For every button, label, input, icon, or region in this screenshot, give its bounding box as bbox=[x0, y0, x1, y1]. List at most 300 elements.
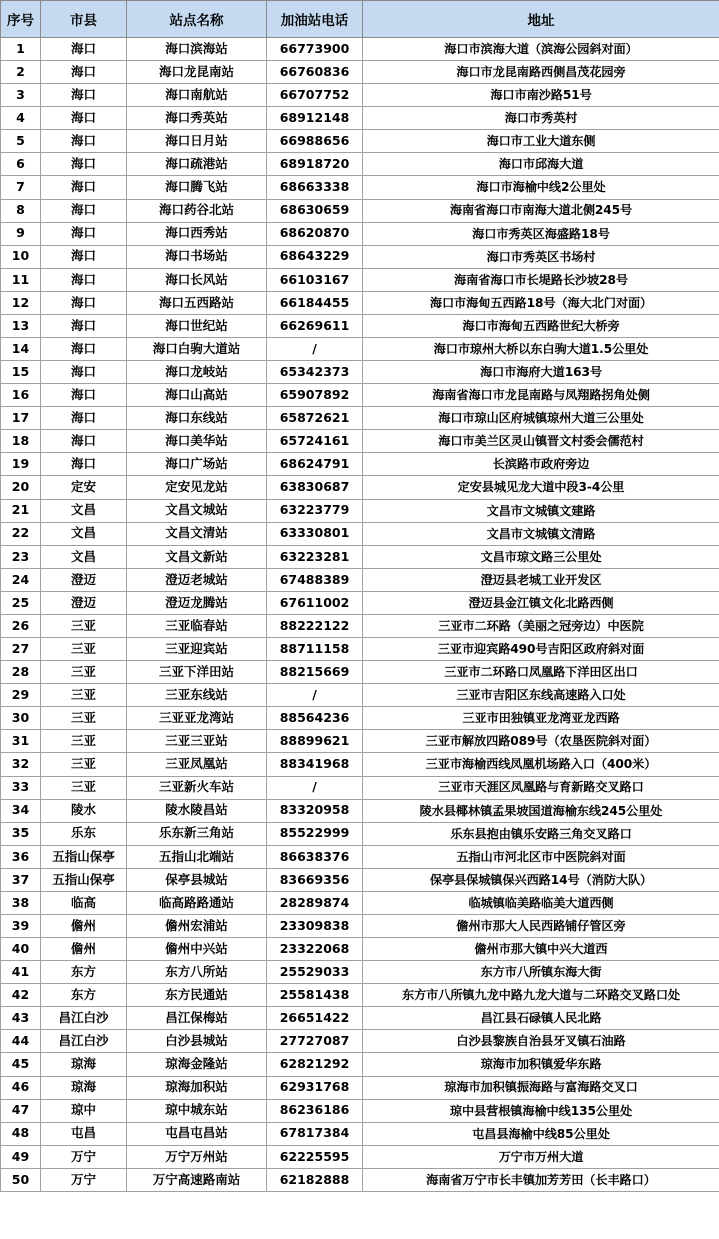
table-row bbox=[1, 845, 719, 868]
table-row bbox=[1, 361, 719, 384]
row-phone: 66707752 bbox=[267, 84, 363, 107]
row-index: 7 bbox=[1, 176, 41, 199]
row-index: 4 bbox=[1, 107, 41, 130]
row-address: 乐东县抱由镇乐安路三角交叉路口 bbox=[363, 822, 719, 845]
row-index: 24 bbox=[1, 568, 41, 591]
row-station-name: 海口白驹大道站 bbox=[127, 338, 267, 361]
row-phone: 63330801 bbox=[267, 522, 363, 545]
row-station-name: 海口龙昆南站 bbox=[127, 61, 267, 84]
row-index: 17 bbox=[1, 407, 41, 430]
row-address: 五指山市河北区市中医院斜对面 bbox=[363, 845, 719, 868]
row-station-name: 海口五西路站 bbox=[127, 291, 267, 314]
row-index: 28 bbox=[1, 661, 41, 684]
row-phone: 66773900 bbox=[267, 38, 363, 61]
row-address: 澄迈县金江镇文化北路西侧 bbox=[363, 591, 719, 614]
table-row bbox=[1, 868, 719, 891]
table-row bbox=[1, 961, 719, 984]
table-row bbox=[1, 1145, 719, 1168]
row-station-name: 屯昌屯昌站 bbox=[127, 1122, 267, 1145]
row-index: 12 bbox=[1, 291, 41, 314]
row-index: 1 bbox=[1, 38, 41, 61]
row-index: 47 bbox=[1, 1099, 41, 1122]
row-address: 琼中县营根镇海榆中线135公里处 bbox=[363, 1099, 719, 1122]
row-address: 三亚市二环路（美丽之冠旁边）中医院 bbox=[363, 614, 719, 637]
row-index: 29 bbox=[1, 684, 41, 707]
row-city: 海口 bbox=[41, 338, 127, 361]
row-station-name: 陵水陵昌站 bbox=[127, 799, 267, 822]
row-city: 三亚 bbox=[41, 707, 127, 730]
row-city: 海口 bbox=[41, 245, 127, 268]
table-row bbox=[1, 661, 719, 684]
row-phone: 66269611 bbox=[267, 314, 363, 337]
table-row bbox=[1, 1168, 719, 1191]
row-city: 海口 bbox=[41, 291, 127, 314]
row-index: 41 bbox=[1, 961, 41, 984]
row-address: 文昌市琼文路三公里处 bbox=[363, 545, 719, 568]
row-address: 海南省海口市龙昆南路与凤翔路拐角处侧 bbox=[363, 384, 719, 407]
row-station-name: 海口秀英站 bbox=[127, 107, 267, 130]
row-address: 保亭县保城镇保兴西路14号（消防大队） bbox=[363, 868, 719, 891]
row-city: 海口 bbox=[41, 84, 127, 107]
row-index: 19 bbox=[1, 453, 41, 476]
row-phone: 65907892 bbox=[267, 384, 363, 407]
row-address: 澄迈县老城工业开发区 bbox=[363, 568, 719, 591]
row-city: 澄迈 bbox=[41, 591, 127, 614]
table-row bbox=[1, 938, 719, 961]
row-station-name: 三亚临春站 bbox=[127, 614, 267, 637]
row-address: 屯昌县海榆中线85公里处 bbox=[363, 1122, 719, 1145]
row-city: 琼中 bbox=[41, 1099, 127, 1122]
row-station-name: 万宁高速路南站 bbox=[127, 1168, 267, 1191]
table-row bbox=[1, 476, 719, 499]
row-address: 昌江县石碌镇人民北路 bbox=[363, 1007, 719, 1030]
row-index: 34 bbox=[1, 799, 41, 822]
row-address: 白沙县黎族自治县牙叉镇石油路 bbox=[363, 1030, 719, 1053]
row-city: 文昌 bbox=[41, 499, 127, 522]
row-phone: 86236186 bbox=[267, 1099, 363, 1122]
row-station-name: 万宁万州站 bbox=[127, 1145, 267, 1168]
row-phone: 26651422 bbox=[267, 1007, 363, 1030]
row-address: 海口市琼州大桥以东白驹大道1.5公里处 bbox=[363, 338, 719, 361]
row-index: 37 bbox=[1, 868, 41, 891]
row-address: 临城镇临美路临美大道西侧 bbox=[363, 891, 719, 914]
row-city: 儋州 bbox=[41, 938, 127, 961]
row-address: 海口市海甸五西路18号（海大北门对面） bbox=[363, 291, 719, 314]
table-row bbox=[1, 753, 719, 776]
header-city: 市县 bbox=[41, 1, 127, 38]
row-address: 海口市秀英区海盛路18号 bbox=[363, 222, 719, 245]
row-index: 43 bbox=[1, 1007, 41, 1030]
row-address: 三亚市迎宾路490号吉阳区政府斜对面 bbox=[363, 638, 719, 661]
row-city: 海口 bbox=[41, 407, 127, 430]
row-phone: / bbox=[267, 338, 363, 361]
row-index: 20 bbox=[1, 476, 41, 499]
row-phone: 88711158 bbox=[267, 638, 363, 661]
row-address: 海口市龙昆南路西侧昌茂花园旁 bbox=[363, 61, 719, 84]
row-city: 琼海 bbox=[41, 1076, 127, 1099]
table-row bbox=[1, 245, 719, 268]
row-station-name: 海口疏港站 bbox=[127, 153, 267, 176]
row-phone: 88222122 bbox=[267, 614, 363, 637]
table-row bbox=[1, 453, 719, 476]
row-city: 五指山保亭 bbox=[41, 845, 127, 868]
table-row bbox=[1, 338, 719, 361]
table-row bbox=[1, 730, 719, 753]
row-address: 海口市海府大道163号 bbox=[363, 361, 719, 384]
table-row bbox=[1, 638, 719, 661]
row-index: 8 bbox=[1, 199, 41, 222]
row-station-name: 海口西秀站 bbox=[127, 222, 267, 245]
row-index: 25 bbox=[1, 591, 41, 614]
row-city: 海口 bbox=[41, 38, 127, 61]
row-phone: 67611002 bbox=[267, 591, 363, 614]
row-address: 海口市海榆中线2公里处 bbox=[363, 176, 719, 199]
row-city: 定安 bbox=[41, 476, 127, 499]
row-station-name: 海口南航站 bbox=[127, 84, 267, 107]
row-index: 21 bbox=[1, 499, 41, 522]
row-address: 文昌市文城镇文建路 bbox=[363, 499, 719, 522]
row-phone: 28289874 bbox=[267, 891, 363, 914]
row-address: 陵水县椰林镇孟果坡国道海榆东线245公里处 bbox=[363, 799, 719, 822]
row-address: 东方市八所镇东海大街 bbox=[363, 961, 719, 984]
row-phone: 83669356 bbox=[267, 868, 363, 891]
row-address: 海南省海口市南海大道北侧245号 bbox=[363, 199, 719, 222]
row-phone: 86638376 bbox=[267, 845, 363, 868]
row-address: 海口市南沙路51号 bbox=[363, 84, 719, 107]
table-row bbox=[1, 822, 719, 845]
row-city: 三亚 bbox=[41, 661, 127, 684]
row-station-name: 三亚下洋田站 bbox=[127, 661, 267, 684]
table-row bbox=[1, 107, 719, 130]
row-index: 11 bbox=[1, 268, 41, 291]
row-address: 三亚市解放四路089号（农垦医院斜对面） bbox=[363, 730, 719, 753]
header-phone: 加油站电话 bbox=[267, 1, 363, 38]
row-phone: 62821292 bbox=[267, 1053, 363, 1076]
row-phone: 68630659 bbox=[267, 199, 363, 222]
row-city: 昌江白沙 bbox=[41, 1007, 127, 1030]
table-row bbox=[1, 430, 719, 453]
row-address: 定安县城见龙大道中段3-4公里 bbox=[363, 476, 719, 499]
row-index: 26 bbox=[1, 614, 41, 637]
row-index: 49 bbox=[1, 1145, 41, 1168]
row-index: 44 bbox=[1, 1030, 41, 1053]
header-index: 序号 bbox=[1, 1, 41, 38]
row-address: 三亚市天涯区凤凰路与育新路交叉路口 bbox=[363, 776, 719, 799]
row-station-name: 三亚三亚站 bbox=[127, 730, 267, 753]
row-phone: 83320958 bbox=[267, 799, 363, 822]
row-phone: 68663338 bbox=[267, 176, 363, 199]
row-station-name: 海口世纪站 bbox=[127, 314, 267, 337]
row-city: 海口 bbox=[41, 314, 127, 337]
row-address: 海口市秀英区书场村 bbox=[363, 245, 719, 268]
table-row bbox=[1, 984, 719, 1007]
row-phone: 23309838 bbox=[267, 914, 363, 937]
row-index: 31 bbox=[1, 730, 41, 753]
row-phone: 62931768 bbox=[267, 1076, 363, 1099]
table-row bbox=[1, 776, 719, 799]
row-city: 三亚 bbox=[41, 614, 127, 637]
row-index: 22 bbox=[1, 522, 41, 545]
row-phone: 85522999 bbox=[267, 822, 363, 845]
table-row bbox=[1, 1122, 719, 1145]
row-station-name: 乐东新三角站 bbox=[127, 822, 267, 845]
row-phone: 66760836 bbox=[267, 61, 363, 84]
row-station-name: 琼海金隆站 bbox=[127, 1053, 267, 1076]
row-index: 40 bbox=[1, 938, 41, 961]
row-station-name: 三亚凤凰站 bbox=[127, 753, 267, 776]
row-address: 海口市滨海大道（滨海公园斜对面） bbox=[363, 38, 719, 61]
row-phone: 65342373 bbox=[267, 361, 363, 384]
table-row bbox=[1, 61, 719, 84]
table-row bbox=[1, 153, 719, 176]
row-phone: 63830687 bbox=[267, 476, 363, 499]
header-row bbox=[1, 1, 719, 38]
row-station-name: 文昌文清站 bbox=[127, 522, 267, 545]
row-phone: 68643229 bbox=[267, 245, 363, 268]
row-station-name: 儋州宏浦站 bbox=[127, 914, 267, 937]
table-row bbox=[1, 499, 719, 522]
row-phone: 66184455 bbox=[267, 291, 363, 314]
row-phone: 68624791 bbox=[267, 453, 363, 476]
row-city: 三亚 bbox=[41, 753, 127, 776]
row-index: 32 bbox=[1, 753, 41, 776]
row-index: 36 bbox=[1, 845, 41, 868]
table-row bbox=[1, 591, 719, 614]
row-station-name: 海口书场站 bbox=[127, 245, 267, 268]
row-address: 海口市美兰区灵山镇晋文村委会儒范村 bbox=[363, 430, 719, 453]
table-row bbox=[1, 199, 719, 222]
row-phone: 25529033 bbox=[267, 961, 363, 984]
row-index: 6 bbox=[1, 153, 41, 176]
row-station-name: 临高路路通站 bbox=[127, 891, 267, 914]
row-station-name: 保亭县城站 bbox=[127, 868, 267, 891]
row-address: 三亚市田独镇亚龙湾亚龙西路 bbox=[363, 707, 719, 730]
table-row bbox=[1, 1030, 719, 1053]
row-station-name: 海口龙岐站 bbox=[127, 361, 267, 384]
row-city: 海口 bbox=[41, 176, 127, 199]
row-address: 海口市秀英村 bbox=[363, 107, 719, 130]
header-address: 地址 bbox=[363, 1, 719, 38]
row-station-name: 昌江保梅站 bbox=[127, 1007, 267, 1030]
row-index: 9 bbox=[1, 222, 41, 245]
row-address: 万宁市万州大道 bbox=[363, 1145, 719, 1168]
row-address: 长滨路市政府旁边 bbox=[363, 453, 719, 476]
table-row bbox=[1, 222, 719, 245]
row-station-name: 文昌文新站 bbox=[127, 545, 267, 568]
row-phone: 63223779 bbox=[267, 499, 363, 522]
row-station-name: 海口山高站 bbox=[127, 384, 267, 407]
row-index: 18 bbox=[1, 430, 41, 453]
row-phone: 23322068 bbox=[267, 938, 363, 961]
row-phone: 68620870 bbox=[267, 222, 363, 245]
row-address: 琼海市加积镇振海路与富海路交叉口 bbox=[363, 1076, 719, 1099]
row-city: 海口 bbox=[41, 222, 127, 245]
row-phone: 68912148 bbox=[267, 107, 363, 130]
row-phone: 62225595 bbox=[267, 1145, 363, 1168]
row-station-name: 琼中城东站 bbox=[127, 1099, 267, 1122]
row-index: 15 bbox=[1, 361, 41, 384]
row-city: 海口 bbox=[41, 107, 127, 130]
row-address: 海口市海甸五西路世纪大桥旁 bbox=[363, 314, 719, 337]
table-row bbox=[1, 891, 719, 914]
row-phone: 66103167 bbox=[267, 268, 363, 291]
row-city: 海口 bbox=[41, 361, 127, 384]
row-station-name: 文昌文城站 bbox=[127, 499, 267, 522]
row-index: 48 bbox=[1, 1122, 41, 1145]
row-station-name: 海口长风站 bbox=[127, 268, 267, 291]
header-station-name: 站点名称 bbox=[127, 1, 267, 38]
row-address: 三亚市海榆西线凤凰机场路入口（400米） bbox=[363, 753, 719, 776]
row-phone: 88564236 bbox=[267, 707, 363, 730]
row-city: 临高 bbox=[41, 891, 127, 914]
row-station-name: 海口滨海站 bbox=[127, 38, 267, 61]
row-address: 三亚市吉阳区东线高速路入口处 bbox=[363, 684, 719, 707]
row-phone: 63223281 bbox=[267, 545, 363, 568]
row-city: 文昌 bbox=[41, 522, 127, 545]
row-phone: 27727087 bbox=[267, 1030, 363, 1053]
row-station-name: 白沙县城站 bbox=[127, 1030, 267, 1053]
row-city: 五指山保亭 bbox=[41, 868, 127, 891]
row-city: 万宁 bbox=[41, 1145, 127, 1168]
row-city: 陵水 bbox=[41, 799, 127, 822]
row-phone: 62182888 bbox=[267, 1168, 363, 1191]
row-station-name: 东方民通站 bbox=[127, 984, 267, 1007]
row-address: 三亚市二环路口凤凰路下洋田区出口 bbox=[363, 661, 719, 684]
row-phone: 88215669 bbox=[267, 661, 363, 684]
table-row bbox=[1, 1007, 719, 1030]
table-row bbox=[1, 84, 719, 107]
row-index: 14 bbox=[1, 338, 41, 361]
row-city: 海口 bbox=[41, 268, 127, 291]
row-index: 13 bbox=[1, 314, 41, 337]
row-city: 海口 bbox=[41, 130, 127, 153]
table-row bbox=[1, 291, 719, 314]
row-phone: 68918720 bbox=[267, 153, 363, 176]
row-address: 儋州市那大人民西路铺仔管区旁 bbox=[363, 914, 719, 937]
row-station-name: 澄迈龙腾站 bbox=[127, 591, 267, 614]
row-index: 38 bbox=[1, 891, 41, 914]
row-index: 39 bbox=[1, 914, 41, 937]
table-row bbox=[1, 384, 719, 407]
row-city: 海口 bbox=[41, 61, 127, 84]
row-station-name: 海口药谷北站 bbox=[127, 199, 267, 222]
row-index: 5 bbox=[1, 130, 41, 153]
row-index: 46 bbox=[1, 1076, 41, 1099]
row-station-name: 三亚亚龙湾站 bbox=[127, 707, 267, 730]
table-row bbox=[1, 314, 719, 337]
row-index: 3 bbox=[1, 84, 41, 107]
row-phone: 88341968 bbox=[267, 753, 363, 776]
row-address: 海口市工业大道东侧 bbox=[363, 130, 719, 153]
row-station-name: 海口日月站 bbox=[127, 130, 267, 153]
row-phone: 88899621 bbox=[267, 730, 363, 753]
row-index: 45 bbox=[1, 1053, 41, 1076]
row-station-name: 海口美华站 bbox=[127, 430, 267, 453]
row-index: 2 bbox=[1, 61, 41, 84]
row-index: 42 bbox=[1, 984, 41, 1007]
row-station-name: 琼海加积站 bbox=[127, 1076, 267, 1099]
row-index: 30 bbox=[1, 707, 41, 730]
table-row bbox=[1, 1099, 719, 1122]
row-city: 海口 bbox=[41, 453, 127, 476]
row-phone: / bbox=[267, 776, 363, 799]
row-index: 35 bbox=[1, 822, 41, 845]
row-address: 文昌市文城镇文清路 bbox=[363, 522, 719, 545]
row-index: 27 bbox=[1, 638, 41, 661]
row-address: 海口市琼山区府城镇琼州大道三公里处 bbox=[363, 407, 719, 430]
table-row bbox=[1, 407, 719, 430]
row-station-name: 三亚新火车站 bbox=[127, 776, 267, 799]
table-row bbox=[1, 268, 719, 291]
row-city: 儋州 bbox=[41, 914, 127, 937]
row-address: 海南省海口市长堤路长沙坡28号 bbox=[363, 268, 719, 291]
row-index: 16 bbox=[1, 384, 41, 407]
table-row bbox=[1, 1076, 719, 1099]
row-city: 东方 bbox=[41, 961, 127, 984]
row-address: 海口市邱海大道 bbox=[363, 153, 719, 176]
row-city: 昌江白沙 bbox=[41, 1030, 127, 1053]
row-city: 文昌 bbox=[41, 545, 127, 568]
row-city: 澄迈 bbox=[41, 568, 127, 591]
table-row bbox=[1, 799, 719, 822]
row-phone: 67817384 bbox=[267, 1122, 363, 1145]
table-row bbox=[1, 522, 719, 545]
table-row bbox=[1, 707, 719, 730]
row-station-name: 澄迈老城站 bbox=[127, 568, 267, 591]
table-row bbox=[1, 38, 719, 61]
table-row bbox=[1, 545, 719, 568]
row-station-name: 五指山北端站 bbox=[127, 845, 267, 868]
table-row bbox=[1, 130, 719, 153]
row-city: 三亚 bbox=[41, 776, 127, 799]
row-index: 23 bbox=[1, 545, 41, 568]
row-station-name: 海口广场站 bbox=[127, 453, 267, 476]
row-city: 三亚 bbox=[41, 684, 127, 707]
row-city: 屯昌 bbox=[41, 1122, 127, 1145]
row-index: 50 bbox=[1, 1168, 41, 1191]
row-city: 三亚 bbox=[41, 730, 127, 753]
row-phone: 25581438 bbox=[267, 984, 363, 1007]
table-row bbox=[1, 684, 719, 707]
row-city: 东方 bbox=[41, 984, 127, 1007]
row-address: 海南省万宁市长丰镇加芳芳田（长丰路口） bbox=[363, 1168, 719, 1191]
row-city: 三亚 bbox=[41, 638, 127, 661]
row-address: 琼海市加积镇爱华东路 bbox=[363, 1053, 719, 1076]
row-phone: 66988656 bbox=[267, 130, 363, 153]
table-row bbox=[1, 614, 719, 637]
row-address: 东方市八所镇九龙中路九龙大道与二环路交叉路口处 bbox=[363, 984, 719, 1007]
table-row bbox=[1, 914, 719, 937]
table-row bbox=[1, 1053, 719, 1076]
row-station-name: 定安见龙站 bbox=[127, 476, 267, 499]
row-phone: 67488389 bbox=[267, 568, 363, 591]
row-index: 33 bbox=[1, 776, 41, 799]
row-city: 琼海 bbox=[41, 1053, 127, 1076]
row-city: 海口 bbox=[41, 430, 127, 453]
row-station-name: 三亚迎宾站 bbox=[127, 638, 267, 661]
row-address: 儋州市那大镇中兴大道西 bbox=[363, 938, 719, 961]
row-phone: 65724161 bbox=[267, 430, 363, 453]
row-station-name: 海口东线站 bbox=[127, 407, 267, 430]
row-station-name: 儋州中兴站 bbox=[127, 938, 267, 961]
row-city: 海口 bbox=[41, 153, 127, 176]
table-row bbox=[1, 568, 719, 591]
row-phone: / bbox=[267, 684, 363, 707]
row-phone: 65872621 bbox=[267, 407, 363, 430]
row-station-name: 三亚东线站 bbox=[127, 684, 267, 707]
row-city: 海口 bbox=[41, 199, 127, 222]
row-station-name: 海口腾飞站 bbox=[127, 176, 267, 199]
